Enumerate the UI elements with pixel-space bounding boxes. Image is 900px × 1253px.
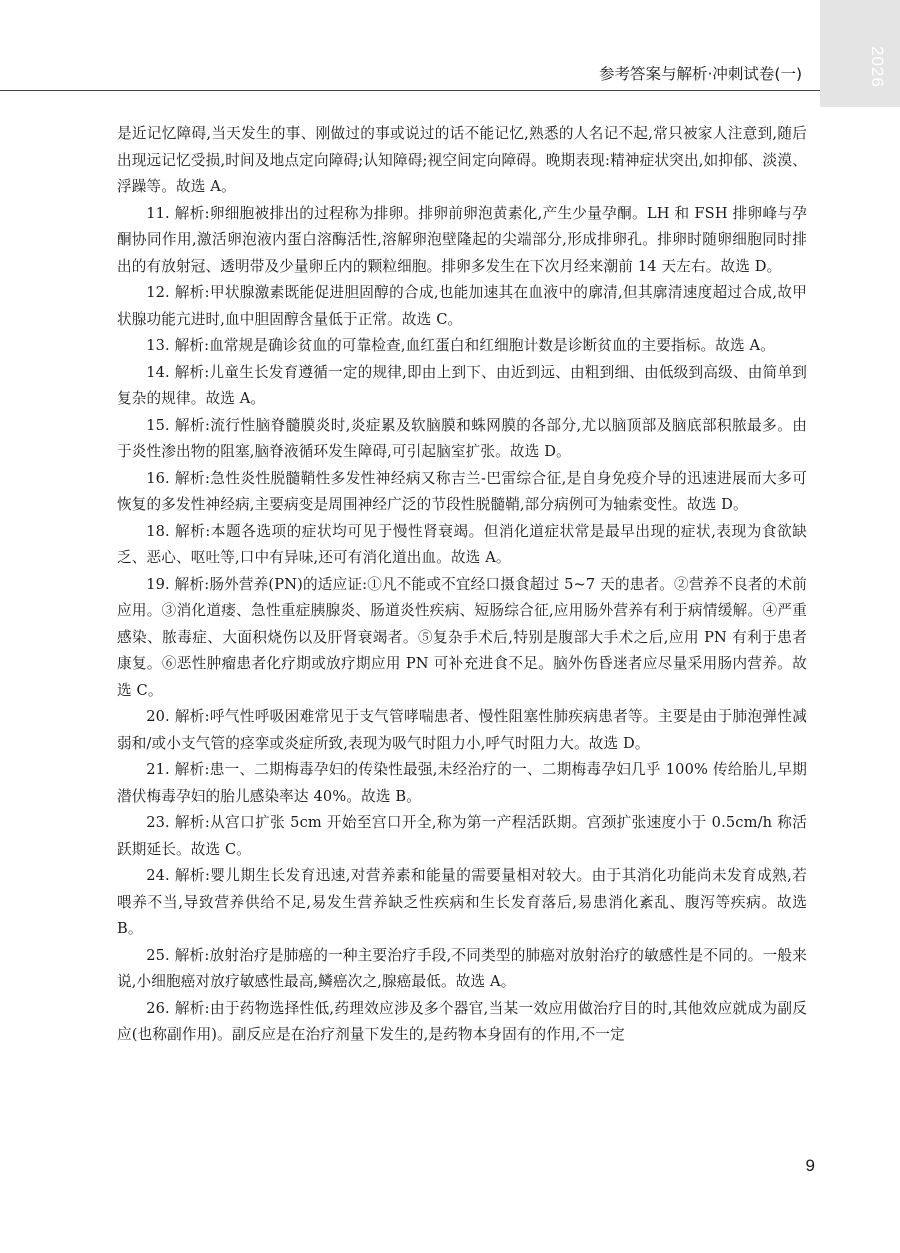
paragraph-q20: 20. 解析:呼气性呼吸困难常见于支气管哮喘患者、慢性阻塞性肺疾病患者等。主要是由于肺泡弹性减弱和/或小支气管的痉挛或炎症所致,表现为吸气时阻力小,呼气时阻力大。故选 D。	[117, 708, 807, 752]
paragraph-q19: 19. 解析:肠外营养(PN)的适应证:①凡不能或不宜经口摄食超过 5~7 天的患者。②营养不良者的术前应用。③消化道瘘、急性重症胰腺炎、肠道炎性疾病、短肠综合征,应用肠外营养有利于病情缓解。④严重感染、脓毒症、大面积烧伤以及肝肾衰竭者。⑤复杂手术后,特别是腹部大手术之后,应用 PN 有利于患者康复。⑥恶性肿瘤患者化疗期或放疗期应用 PN 可补充进食不足。脑外伤昏迷者应尽量采用肠内营养。故选 C。	[117, 575, 807, 699]
paragraph-q12: 12. 解析:甲状腺激素既能促进胆固醇的合成,也能加速其在血液中的廓清,但其廓清速度超过合成,故甲状腺功能亢进时,血中胆固醇含量低于正常。故选 C。	[117, 284, 807, 328]
paragraph-continuation: 是近记忆障碍,当天发生的事、刚做过的事或说过的话不能记忆,熟悉的人名记不起,常只被家人注意到,随后出现远记忆受损,时间及地点定向障碍;认知障碍;视空间定向障碍。晚期表现:精神症状突出,如抑郁、淡漠、浮躁等。故选 A。	[117, 125, 807, 195]
running-header: 参考答案与解析·冲刺试卷(一)	[598, 65, 802, 83]
side-tab	[820, 0, 900, 107]
paragraph-q18: 18. 解析:本题各选项的症状均可见于慢性肾衰竭。但消化道症状常是最早出现的症状,表现为食欲缺乏、恶心、呕吐等,口中有异味,还可有消化道出血。故选 A。	[117, 522, 807, 566]
side-tab-year: 2026	[868, 46, 887, 88]
paragraph-q21: 21. 解析:患一、二期梅毒孕妇的传染性最强,未经治疗的一、二期梅毒孕妇几乎 100% 传给胎儿,早期潜伏梅毒孕妇的胎儿感染率达 40%。故选 B。	[117, 761, 807, 805]
page-number: 9	[805, 1156, 815, 1175]
paragraph-q25: 25. 解析:放射治疗是肺癌的一种主要治疗手段,不同类型的肺癌对放射治疗的敏感性是不同的。一般来说,小细胞癌对放疗敏感性最高,鳞癌次之,腺癌最低。故选 A。	[117, 946, 807, 990]
header-divider	[0, 90, 820, 91]
paragraph-q15: 15. 解析:流行性脑脊髓膜炎时,炎症累及软脑膜和蛛网膜的各部分,尤以脑顶部及脑底部积脓最多。由于炎性渗出物的阻塞,脑脊液循环发生障碍,可引起脑室扩张。故选 D。	[117, 416, 807, 460]
paragraph-q23: 23. 解析:从宫口扩张 5cm 开始至宫口开全,称为第一产程活跃期。宫颈扩张速度小于 0.5cm/h 称活跃期延长。故选 C。	[117, 814, 807, 858]
paragraph-q26: 26. 解析:由于药物选择性低,药理效应涉及多个器官,当某一效应用做治疗目的时,其他效应就成为副反应(也称副作用)。副反应是在治疗剂量下发生的,是药物本身固有的作用,不一定	[117, 999, 807, 1043]
paragraph-q24: 24. 解析:婴儿期生长发育迅速,对营养素和能量的需要量相对较大。由于其消化功能尚未发育成熟,若喂养不当,导致营养供给不足,易发生营养缺乏性疾病和生长发育落后,易患消化紊乱、腹泻等疾病。故选 B。	[117, 867, 807, 937]
paragraph-q16: 16. 解析:急性炎性脱髓鞘性多发性神经病又称吉兰-巴雷综合征,是自身免疫介导的迅速进展而大多可恢复的多发性神经病,主要病变是周围神经广泛的节段性脱髓鞘,部分病例可为轴索变性。故选 D。	[117, 469, 807, 513]
paragraph-q11: 11. 解析:卵细胞被排出的过程称为排卵。排卵前卵泡黄素化,产生少量孕酮。LH 和 FSH 排卵峰与孕酮协同作用,激活卵泡液内蛋白溶酶活性,溶解卵泡壁隆起的尖端部分,形成排卵孔。排卵时随卵细胞同时排出的有放射冠、透明带及少量卵丘内的颗粒细胞。排卵多发生在下次月经来潮前 14 天左右。故选 D。	[117, 204, 807, 275]
answer-explanations	[117, 121, 807, 1049]
paragraph-q13: 13. 解析:血常规是确诊贫血的可靠检查,血红蛋白和红细胞计数是诊断贫血的主要指标。故选 A。	[146, 337, 775, 354]
paragraph-q14: 14. 解析:儿童生长发育遵循一定的规律,即由上到下、由近到远、由粗到细、由低级到高级、由简单到复杂的规律。故选 A。	[117, 363, 807, 407]
